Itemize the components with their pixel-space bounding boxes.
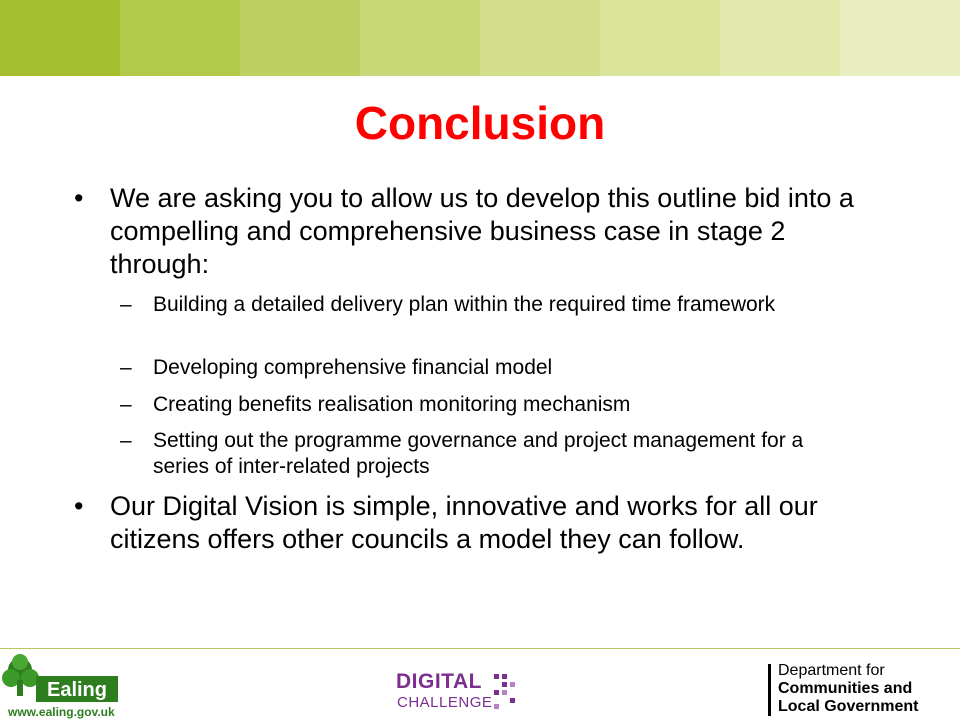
dot-grid-icon: [492, 672, 518, 712]
top-band-segment: [840, 0, 960, 76]
top-band-segment: [0, 0, 120, 76]
dclg-logo: [768, 662, 958, 718]
bullet-1: [74, 182, 874, 281]
digital-challenge-sub: CHALLENGE: [397, 694, 493, 711]
sub-bullet-4: [120, 428, 820, 480]
sub-bullet-4-text: Setting out the programme governance and project management for a series of inter-related projects: [153, 429, 804, 478]
footer-divider: [0, 648, 960, 649]
ealing-tree-icon: [2, 652, 122, 704]
sub-bullet-3: [120, 392, 820, 418]
dclg-line-2: Communities and: [778, 680, 913, 697]
dclg-bar: [768, 664, 771, 716]
dclg-line-1: Department for: [778, 662, 885, 679]
digital-challenge-logo: [396, 670, 536, 714]
dash-marker: –: [120, 356, 132, 379]
dash-marker: –: [120, 429, 132, 452]
bullet-2: [74, 490, 874, 556]
slide-title: Conclusion: [354, 97, 606, 149]
bullet-marker: •: [74, 183, 84, 213]
top-decorative-band: [0, 0, 960, 76]
top-band-segment: [360, 0, 480, 76]
digital-challenge-word: DIGITAL: [396, 670, 482, 693]
bullet-marker: •: [74, 491, 84, 521]
top-band-segment: [240, 0, 360, 76]
top-band-segment: [480, 0, 600, 76]
top-band-segment: [720, 0, 840, 76]
top-band-segment: [120, 0, 240, 76]
dclg-line-3: Local Government: [778, 698, 919, 715]
sub-bullet-2-text: Developing comprehensive financial model: [153, 356, 553, 379]
sub-bullet-1-text: Building a detailed delivery plan within the required time framework: [153, 293, 776, 316]
sub-bullet-3-text: Creating benefits realisation monitoring mechanism: [153, 393, 631, 416]
bullet-1-text: We are asking you to allow us to develop this outline bid into a compelling and comprehensive business case in stage 2 through:: [110, 183, 854, 279]
dash-marker: –: [120, 293, 132, 316]
dash-marker: –: [120, 393, 132, 416]
bullet-2-text: Our Digital Vision is simple, innovative and works for all our citizens offers other councils a model they can follow.: [110, 491, 818, 554]
ealing-wordmark: Ealing: [46, 679, 108, 701]
sub-bullet-2: [120, 355, 820, 381]
sub-bullet-1: [120, 292, 820, 318]
ealing-url: www.ealing.gov.uk: [8, 705, 115, 719]
top-band-segment: [600, 0, 720, 76]
